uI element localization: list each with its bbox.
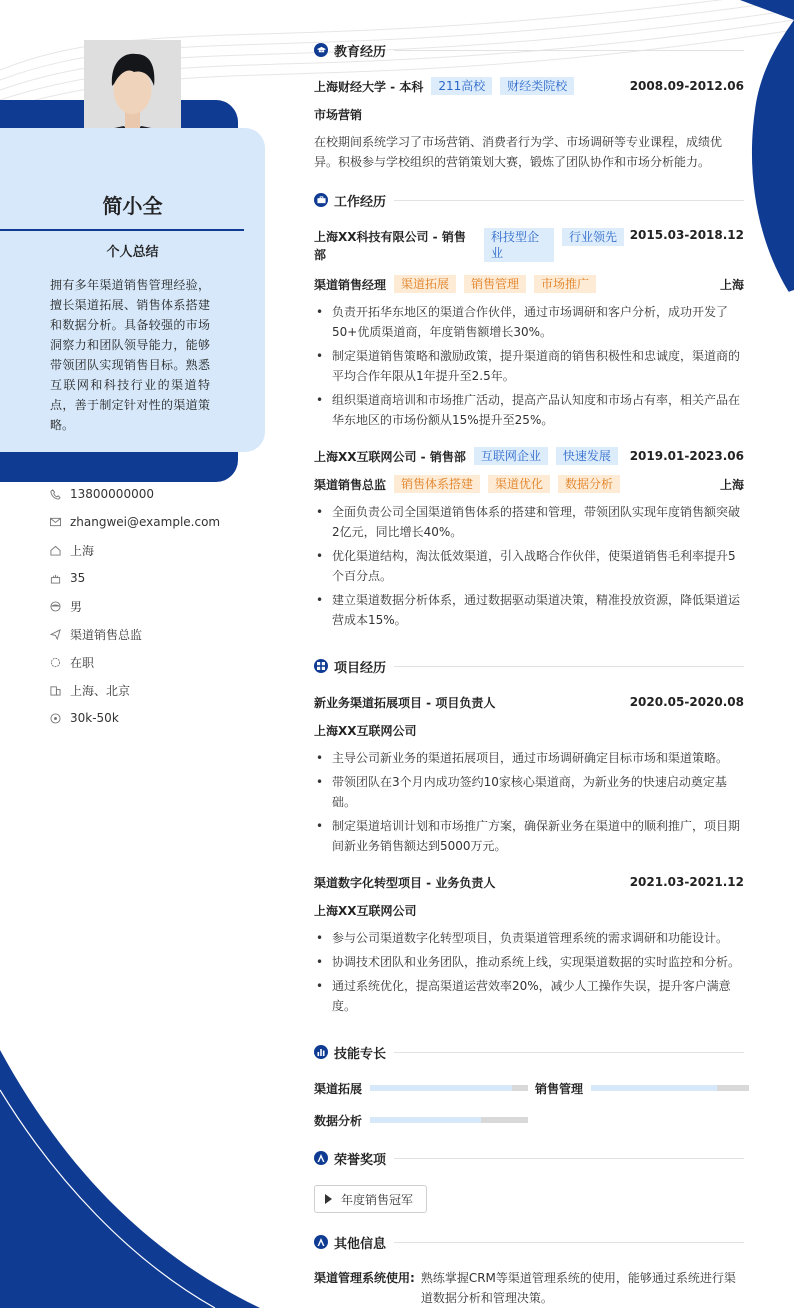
major: 市场营销 [314, 107, 363, 122]
graduation-cap-icon [314, 43, 328, 57]
email-icon [50, 516, 70, 528]
contact-info [50, 480, 260, 732]
project-company: 上海XX互联网公司 [314, 723, 417, 738]
profile-name: 简小全 [102, 194, 163, 218]
skill-bar [591, 1085, 749, 1091]
other-info [314, 1268, 744, 1308]
info-email [50, 508, 260, 536]
grid-icon [314, 659, 328, 673]
section-projects [314, 656, 744, 676]
tag: 互联网企业 [474, 447, 548, 465]
bar-chart-icon [314, 1045, 328, 1059]
skill-bar [370, 1117, 528, 1123]
date-range: 2015.03-2018.12 [629, 228, 744, 242]
work-city: 上海 [719, 277, 744, 292]
other-value: 熟练掌握CRM等渠道管理系统的使用，能够通过系统进行渠道数据分析和管理决策。 [420, 1271, 736, 1305]
tag: 快速发展 [556, 447, 618, 465]
section-divider [394, 200, 744, 201]
home-icon [50, 544, 70, 556]
info-salary [50, 704, 260, 732]
education-desc: 在校期间系统学习了市场营销、消费者行为学、市场调研等专业课程，成绩优异。积极参与学校组织的营销策划大赛，锻炼了团队协作和市场分析能力。 [314, 135, 723, 169]
list-item: • 负责开拓华东地区的渠道合作伙伴，通过市场调研和客户分析，成功开发了50+优质渠道商，年度销售额增长30%。 [314, 302, 744, 342]
status-icon [50, 656, 70, 668]
info-location-value: 上海、北京 [70, 683, 131, 698]
work-header [314, 228, 744, 264]
section-divider [394, 1052, 744, 1053]
skill-bar-fill [370, 1117, 481, 1123]
list-item: • 优化渠道结构，淘汰低效渠道，引入战略合作伙伴，使渠道销售毛利率提升5个百分点。 [314, 546, 744, 586]
work-header [314, 446, 744, 466]
tag: 销售管理 [464, 275, 526, 293]
project-title: 新业务渠道拓展项目 - 项目负责人 [314, 695, 496, 710]
section-title: 项目经历 [334, 660, 387, 676]
tag: 行业领先 [562, 228, 624, 246]
info-email-value: zhangwei@example.com [70, 515, 221, 529]
list-item: • 制定渠道培训计划和市场推广方案，确保新业务在渠道中的顺利推广，项目期间新业务销售额达到5000万元。 [314, 816, 744, 856]
send-icon [50, 628, 70, 640]
info-age [50, 564, 260, 592]
company-name: 上海XX科技有限公司 - 销售部 [314, 230, 466, 262]
tag: 渠道拓展 [394, 275, 456, 293]
info-salary-value: 30k-50k [70, 711, 119, 725]
award-chip[interactable] [314, 1185, 427, 1213]
tag: 销售体系搭建 [394, 475, 480, 493]
role-row [314, 274, 744, 294]
sidebar [0, 0, 270, 1308]
award-icon [314, 1151, 328, 1165]
info-location [50, 676, 260, 704]
info-city [50, 536, 260, 564]
section-skills [314, 1042, 744, 1062]
section-divider [394, 50, 744, 51]
tag: 财经类院校 [500, 77, 574, 95]
section-divider [394, 1158, 744, 1159]
info-gender [50, 592, 260, 620]
section-divider [394, 666, 744, 667]
list-item: • 主导公司新业务的渠道拓展项目，通过市场调研确定目标市场和渠道策略。 [314, 748, 744, 768]
school-name: 上海财经大学 - 本科 [314, 79, 424, 94]
info-city-value: 上海 [70, 543, 95, 558]
role-title: 渠道销售经理 [314, 277, 387, 292]
section-title: 荣誉奖项 [334, 1152, 387, 1168]
age-icon [50, 572, 70, 584]
list-item: • 带领团队在3个月内成功签约10家核心渠道商，为新业务的快速启动奠定基础。 [314, 772, 744, 812]
list-item: • 协调技术团队和业务团队，推动系统上线，实现渠道数据的实时监控和分析。 [314, 952, 744, 972]
phone-icon [50, 488, 70, 500]
date-range: 2021.03-2021.12 [629, 875, 744, 889]
info-status-value: 在职 [70, 655, 95, 670]
skill-bar [370, 1085, 528, 1091]
role-row [314, 474, 744, 494]
date-range: 2008.09-2012.06 [629, 79, 744, 93]
play-icon [325, 1194, 332, 1204]
section-title: 教育经历 [334, 44, 387, 60]
tag: 数据分析 [558, 475, 620, 493]
info-gender-value: 男 [70, 599, 83, 614]
project-header [314, 692, 744, 712]
work-city: 上海 [719, 477, 744, 492]
section-divider [394, 1242, 744, 1243]
gender-icon [50, 600, 70, 612]
salary-icon [50, 712, 70, 724]
info-phone-value: 13800000000 [70, 487, 154, 501]
award-icon [314, 1235, 328, 1249]
section-education [314, 40, 744, 60]
info-position [50, 620, 260, 648]
company-name: 上海XX互联网公司 - 销售部 [314, 449, 466, 464]
other-key: 渠道管理系统使用: [314, 1271, 415, 1285]
summary-title: 个人总结 [106, 245, 159, 260]
tag: 市场推广 [534, 275, 596, 293]
list-item: • 全面负责公司全国渠道销售体系的搭建和管理，带领团队实现年度销售额突破2亿元，同比增长40%。 [314, 502, 744, 542]
skill-name: 数据分析 [314, 1114, 363, 1128]
info-age-value: 35 [70, 571, 86, 585]
education-header [314, 76, 744, 96]
info-phone [50, 480, 260, 508]
list-item: • 参与公司渠道数字化转型项目，负责渠道管理系统的需求调研和功能设计。 [314, 928, 744, 948]
skill-bar-fill [591, 1085, 717, 1091]
summary-text: 拥有多年渠道销售管理经验，擅长渠道拓展、销售体系搭建和数据分析。具备较强的市场洞察力和团队领导能力，能够带领团队实现销售目标。熟悉互联网和科技行业的渠道特点，善于制定针对性的渠道策略。 [50, 278, 210, 432]
tag: 科技型企业 [484, 228, 554, 262]
project-header [314, 872, 744, 892]
section-work [314, 190, 744, 210]
skill-name: 渠道拓展 [314, 1082, 363, 1096]
briefcase-icon [314, 193, 328, 207]
date-range: 2020.05-2020.08 [629, 695, 744, 709]
skill-name: 销售管理 [535, 1082, 584, 1096]
project-title: 渠道数字化转型项目 - 业务负责人 [314, 875, 496, 890]
section-title: 工作经历 [334, 194, 387, 210]
building-icon [50, 684, 70, 696]
section-title: 其他信息 [334, 1236, 387, 1252]
tag: 211高校 [431, 77, 492, 95]
section-title: 技能专长 [334, 1046, 387, 1062]
skill-bar-fill [370, 1085, 512, 1091]
info-status [50, 648, 260, 676]
list-item: • 制定渠道销售策略和激励政策，提升渠道商的销售积极性和忠诚度，渠道商的平均合作年限从1年提升至2.5年。 [314, 346, 744, 386]
date-range: 2019.01-2023.06 [629, 449, 744, 463]
project-company: 上海XX互联网公司 [314, 903, 417, 918]
award-label: 年度销售冠军 [341, 1192, 414, 1207]
list-item: • 通过系统优化，提高渠道运营效率20%，减少人工操作失误，提升客户满意度。 [314, 976, 744, 1016]
name-divider [0, 229, 244, 231]
list-item: • 建立渠道数据分析体系，通过数据驱动渠道决策，精准投放资源，降低渠道运营成本15%。 [314, 590, 744, 630]
section-other [314, 1232, 744, 1252]
role-title: 渠道销售总监 [314, 477, 387, 492]
section-awards [314, 1148, 744, 1168]
list-item: • 组织渠道商培训和市场推广活动，提高产品认知度和市场占有率，相关产品在华东地区的市场份额从15%提升至25%。 [314, 390, 744, 430]
info-position-value: 渠道销售总监 [70, 627, 143, 642]
tag: 渠道优化 [488, 475, 550, 493]
